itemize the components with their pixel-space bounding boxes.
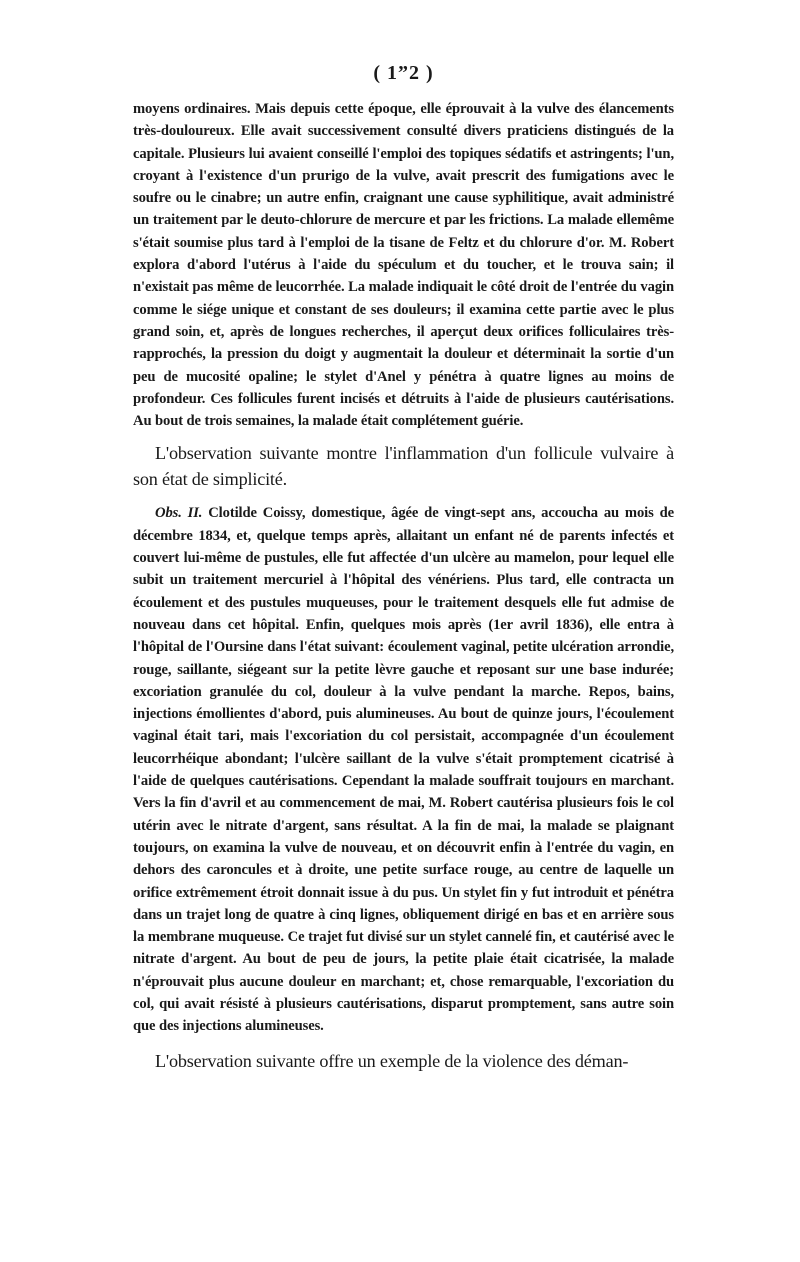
paragraph-observation-two (133, 502, 674, 1037)
observation-two-text: Clotilde Coissy, domestique, âgée de vingt-sept ans, accoucha au mois de décembre 1834, et, quelque temps après, allaitant un enfant né de parents infectés et couvert lui-même de pustules, elle fut affectée d'un ulcère au mamelon, pour lequel elle subit un traitement mercuriel à l'hôpital des vénériens. Plus tard, elle contracta un écoulement et des pustules muqueuses, pour le traitement desquels elle fut admise de nouveau dans cet hôpital. Enfin, quelques mois après (1er avril 1836), elle entra à l'hôpital de l'Oursine dans l'état suivant: écoulement vaginal, petite ulcération arrondie, rouge, saillante, siégeant sur la petite lèvre gauche et reposant sur une base indurée; excoriation granulée du col, douleur à la vulve pendant la marche. Repos, bains, injections émollientes d'abord, puis alumineuses. Au bout de quinze jours, l'écoulement vaginal était tari, mais l'excoriation du col persistait, accompagnée d'un écoulement leucorrhéique abondant; l'ulcère saillant de la vulve s'était promptement cicatrisé à l'aide de quelques cautérisations. Cependant la malade souffrait toujours en marchant. Vers la fin d'avril et au commencement de mai, M. Robert cautérisa plusieurs fois le col utérin avec le nitrate d'argent, sans résultat. A la fin de mai, la malade se plaignant toujours, on examina la vulve de nouveau, et on découvrit enfin à l'entrée du vagin, en dehors des caroncules et à droite, une petite surface rouge, au centre de laquelle un orifice extrêmement étroit donnait issue à du pus. Un stylet fin y fut introduit et pénétra dans un trajet long de quatre à cinq lignes, obliquement dirigé en bas et en arrière sous la membrane muqueuse. Ce trajet fut divisé sur un stylet cannelé fin, et cautérisé avec le nitrate d'argent. Au bout de peu de jours, la petite plaie était cicatrisée, la malade n'éprouvait plus aucune douleur en marchant; et, chose remarquable, l'excoriation du col, qui avait résisté à plusieurs cautérisations, disparut promptement, sans autre soin que des injections alumineuses. (133, 505, 674, 1035)
observation-label: Obs. II. (155, 505, 203, 522)
page-number: ( 1”2 ) (373, 62, 434, 84)
section-lead-observation-two: L'observation suivante montre l'inflammation d'un follicule vulvaire à son état de simplicité. (133, 443, 674, 490)
page-content (133, 60, 674, 1084)
section-lead-next-observation: L'observation suivante offre un exemple de la violence des déman- (155, 1050, 629, 1071)
paragraph-case-continuation: moyens ordinaires. Mais depuis cette époque, elle éprouvait à la vulve des élancements très-douloureux. Elle avait successivement consulté divers praticiens distingués de la capitale. Plusieurs lui avaient conseillé l'emploi des topiques sédatifs et astringents; l'un, croyant à l'existence d'un prurigo de la vulve, avait prescrit des fumigations avec le soufre ou le cinabre; un autre enfin, craignant une cause syphilitique, avait administré un traitement par le deuto-chlorure de mercure et par les frictions. La malade ellemême s'était soumise plus tard à l'emploi de la tisane de Feltz et du chlorure d'or. M. Robert explora d'abord l'utérus à l'aide du spéculum et du toucher, et le trouva sain; il n'existait pas même de leucorrhée. La malade indiquait le côté droit de l'entrée du vagin comme le siége unique et constant de ses douleurs; il examina cette partie avec le plus grand soin, et, après de longues recherches, il aperçut deux orifices folliculaires très-rapprochés, la pression du doigt y augmentait la douleur et déterminait la sortie d'un peu de mucosité opaline; le stylet d'Anel y pénétra à quatre lignes au moins de profondeur. Ces follicules furent incisés et détruits à l'aide de plusieurs cautérisations. Au bout de trois semaines, la malade était complétement guérie. (133, 101, 674, 430)
